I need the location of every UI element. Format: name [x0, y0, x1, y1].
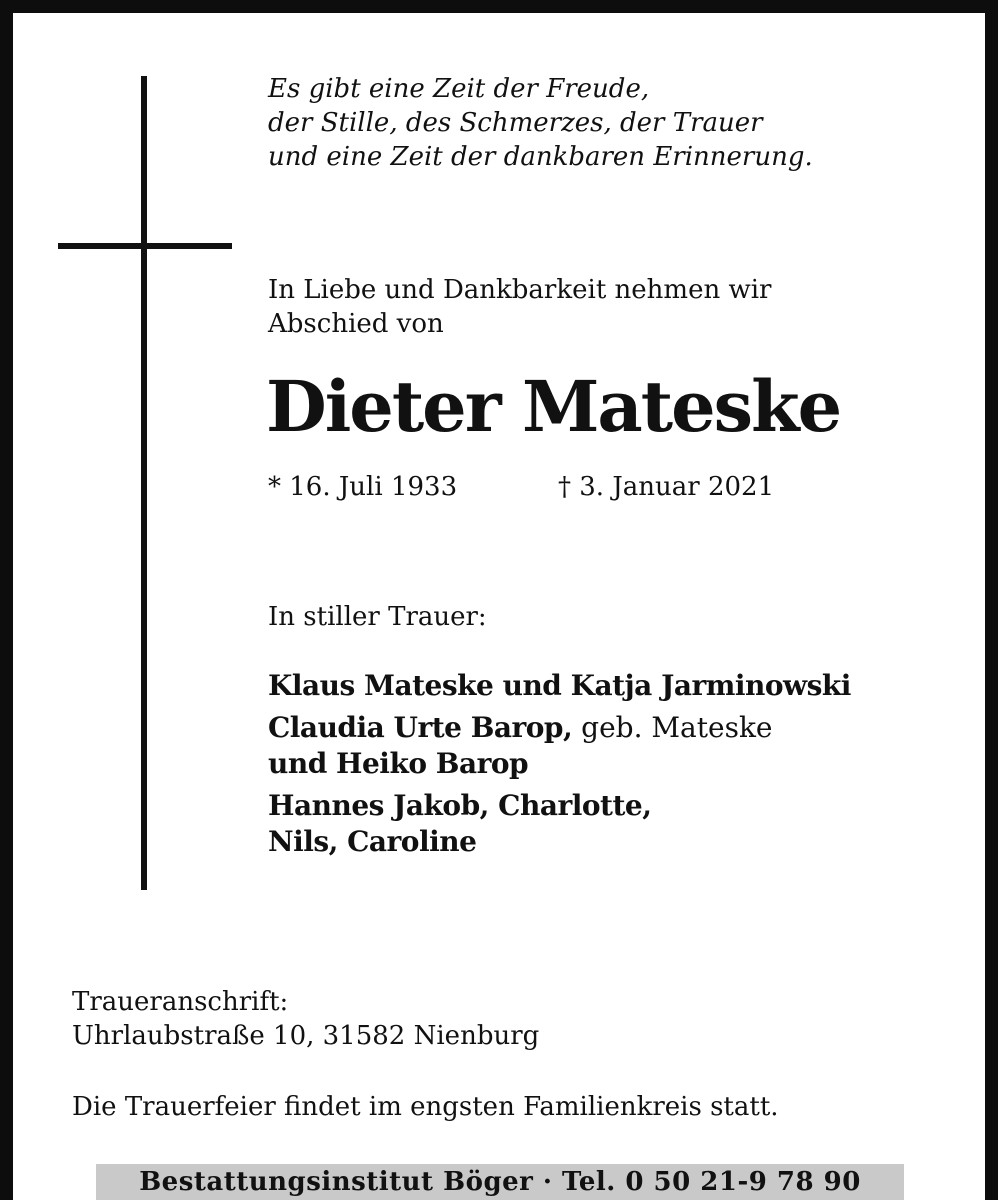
- mourner-line: und Heiko Barop: [268, 747, 529, 780]
- death-date: † 3. Januar 2021: [558, 472, 775, 502]
- ceremony-note: Die Trauerfeier findet im engsten Familienkreis statt.: [72, 1092, 779, 1122]
- cross-horizontal-bar: [58, 243, 232, 249]
- poem-line: Es gibt eine Zeit der Freude,: [268, 74, 650, 104]
- poem-line: und eine Zeit der dankbaren Erinnerung.: [268, 142, 813, 172]
- deceased-name: Dieter Mateske: [266, 365, 841, 448]
- mourning-address: [72, 985, 539, 1053]
- poem-line: der Stille, des Schmerzes, der Trauer: [268, 108, 763, 138]
- intro-text: [268, 273, 771, 341]
- mourner-line: Hannes Jakob, Charlotte,: [268, 789, 652, 822]
- mourner-group: [268, 668, 851, 704]
- mourner-line: Nils, Caroline: [268, 825, 477, 858]
- maiden-name: geb. Mateske: [572, 711, 773, 744]
- birth-date: * 16. Juli 1933: [268, 472, 458, 502]
- mourner-name: Claudia Urte Barop,: [268, 711, 573, 744]
- poem: [268, 72, 813, 174]
- address-street: Uhrlaubstraße 10, 31582 Nienburg: [72, 1021, 540, 1051]
- mourners-list: [268, 668, 851, 866]
- mourner-line: Klaus Mateske und Katja Jarminowski: [268, 669, 851, 702]
- mourner-group: [268, 710, 851, 782]
- mourner-group: [268, 788, 851, 860]
- address-label: Traueranschrift:: [72, 987, 289, 1017]
- cross-vertical-bar: [141, 76, 147, 890]
- mourner-line: [268, 710, 851, 746]
- intro-line-2: Abschied von: [268, 309, 444, 339]
- intro-line-1: In Liebe und Dankbarkeit nehmen wir: [268, 275, 772, 305]
- funeral-home-footer: Bestattungsinstitut Böger · Tel. 0 50 21-9 78 90: [96, 1164, 904, 1200]
- mourning-label: In stiller Trauer:: [268, 602, 487, 632]
